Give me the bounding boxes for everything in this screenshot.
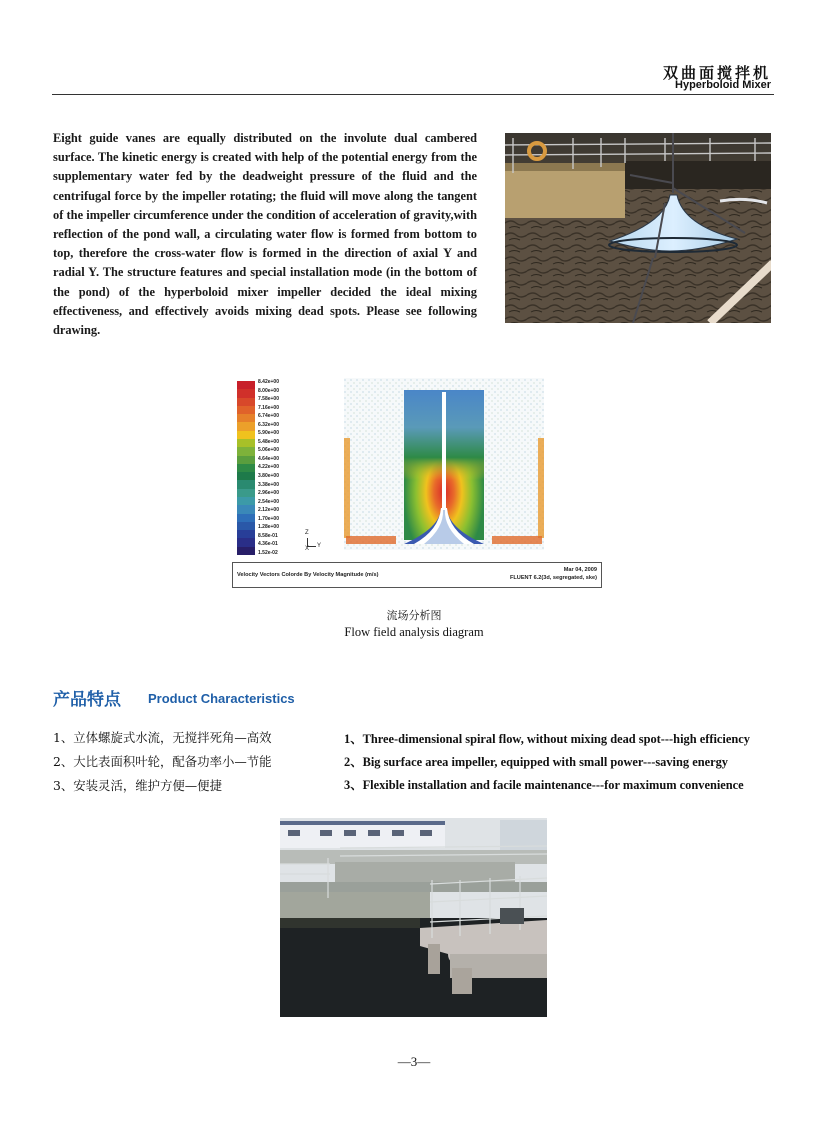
legend-swatch (237, 547, 255, 555)
legend-value: 1.70e+00 (258, 515, 279, 522)
legend-value: 1.28e+00 (258, 524, 279, 531)
legend-swatch (237, 489, 255, 497)
page-number: —3— (397, 1054, 431, 1069)
legend-swatch (237, 480, 255, 488)
legend-swatch (237, 464, 255, 472)
velocity-legend-labels (258, 380, 308, 556)
feature-cn-1: 1、立体螺旋式水流，无搅拌死角—高效 (53, 730, 272, 745)
legend-swatch (237, 439, 255, 447)
legend-swatch (237, 514, 255, 522)
section-heading-cn: 产品特点 (53, 690, 121, 710)
legend-swatch (237, 522, 255, 530)
legend-swatch (237, 398, 255, 406)
treatment-tank-photo (280, 818, 547, 1017)
feature-cn-2: 2、大比表面积叶轮，配备功率小—节能 (53, 754, 272, 769)
header-title-en: Hyperboloid Mixer (675, 79, 771, 91)
legend-value: 6.32e+00 (258, 421, 279, 428)
legend-swatch (237, 431, 255, 439)
legend-value: 4.36e-01 (258, 541, 278, 548)
legend-value: 8.42e+00 (258, 379, 279, 385)
header-divider (52, 94, 774, 95)
legend-swatch (237, 505, 255, 513)
legend-value: 8.58e-01 (258, 532, 278, 539)
legend-value: 4.22e+00 (258, 464, 279, 471)
legend-value: 8.00e+00 (258, 387, 279, 394)
feature-en-2: 2、Big surface area impeller, equipped with small power---saving energy (344, 755, 728, 769)
legend-value: 7.58e+00 (258, 396, 279, 403)
legend-swatch (237, 497, 255, 505)
legend-swatch (237, 530, 255, 538)
diagram-title-en: Flow field analysis diagram (344, 625, 484, 639)
velocity-legend-colorbar (237, 381, 255, 555)
intro-paragraph: Eight guide vanes are equally distributed on the involute dual cambered surface. The kinetic energy is created with help of the potential energy from the supplementary water fed by the deadweight pressure of the fluid and the centrifugal force by the impeller rotating; the fluid will move along the tangent of the impeller circumference under the condition of acceleration of gravity,with reflection of the pond wall, a circulating water flow is formed from bottom to top, therefore the cross-water flow is formed in the direction of axial Y and radial Y. The structure features and special installation mode (in the bottom of the pond) of the hyperboloid mixer impeller decided the ideal mixing effectiveness, and effectively avoids mixing dead spots. Please see following drawing. (53, 131, 477, 338)
axis-x-label: X (305, 546, 310, 552)
mixer-photo (505, 133, 771, 323)
legend-value: 4.64e+00 (258, 455, 279, 462)
feature-cn-3: 3、安装灵活，维护方便—便捷 (53, 778, 222, 793)
legend-swatch (237, 447, 255, 455)
legend-value: 5.90e+00 (258, 430, 279, 437)
legend-value: 6.74e+00 (258, 413, 279, 420)
header-title-cn: 双曲面搅拌机 (662, 64, 771, 82)
legend-swatch (237, 422, 255, 430)
plot-caption-date: Mar 04, 2009 (563, 567, 597, 573)
legend-value: 5.48e+00 (258, 438, 279, 445)
legend-swatch (237, 538, 255, 546)
legend-value: 2.96e+00 (258, 490, 279, 497)
velocity-contour-plot (344, 378, 544, 554)
legend-value: 5.06e+00 (258, 447, 279, 454)
axis-z-label: Z (305, 530, 309, 536)
legend-swatch (237, 414, 255, 422)
legend-swatch (237, 406, 255, 414)
feature-en-3: 3、Flexible installation and facile maintenance---for maximum convenience (344, 778, 744, 792)
plot-caption-software: FLUENT 6.2(3d, segregated, ske) (509, 575, 597, 581)
legend-swatch (237, 381, 255, 389)
legend-swatch (237, 389, 255, 397)
plot-caption-title: Velocity Vectors Colorde By Velocity Magnitude (m/s) (237, 572, 379, 578)
legend-value: 2.12e+00 (258, 507, 279, 514)
legend-value: 3.80e+00 (258, 473, 279, 480)
plot-caption-box (232, 562, 602, 588)
legend-swatch (237, 472, 255, 480)
diagram-title-cn: 流场分析图 (386, 609, 442, 622)
legend-value: 2.54e+00 (258, 498, 279, 505)
legend-value: 1.52e-02 (258, 549, 278, 556)
section-heading-en: Product Characteristics (148, 691, 295, 706)
axis-y-label: Y (317, 543, 322, 549)
legend-value: 7.16e+00 (258, 404, 279, 411)
legend-value: 3.38e+00 (258, 481, 279, 488)
legend-swatch (237, 456, 255, 464)
feature-en-1: 1、Three-dimensional spiral flow, without mixing dead spot---high efficiency (344, 732, 750, 746)
